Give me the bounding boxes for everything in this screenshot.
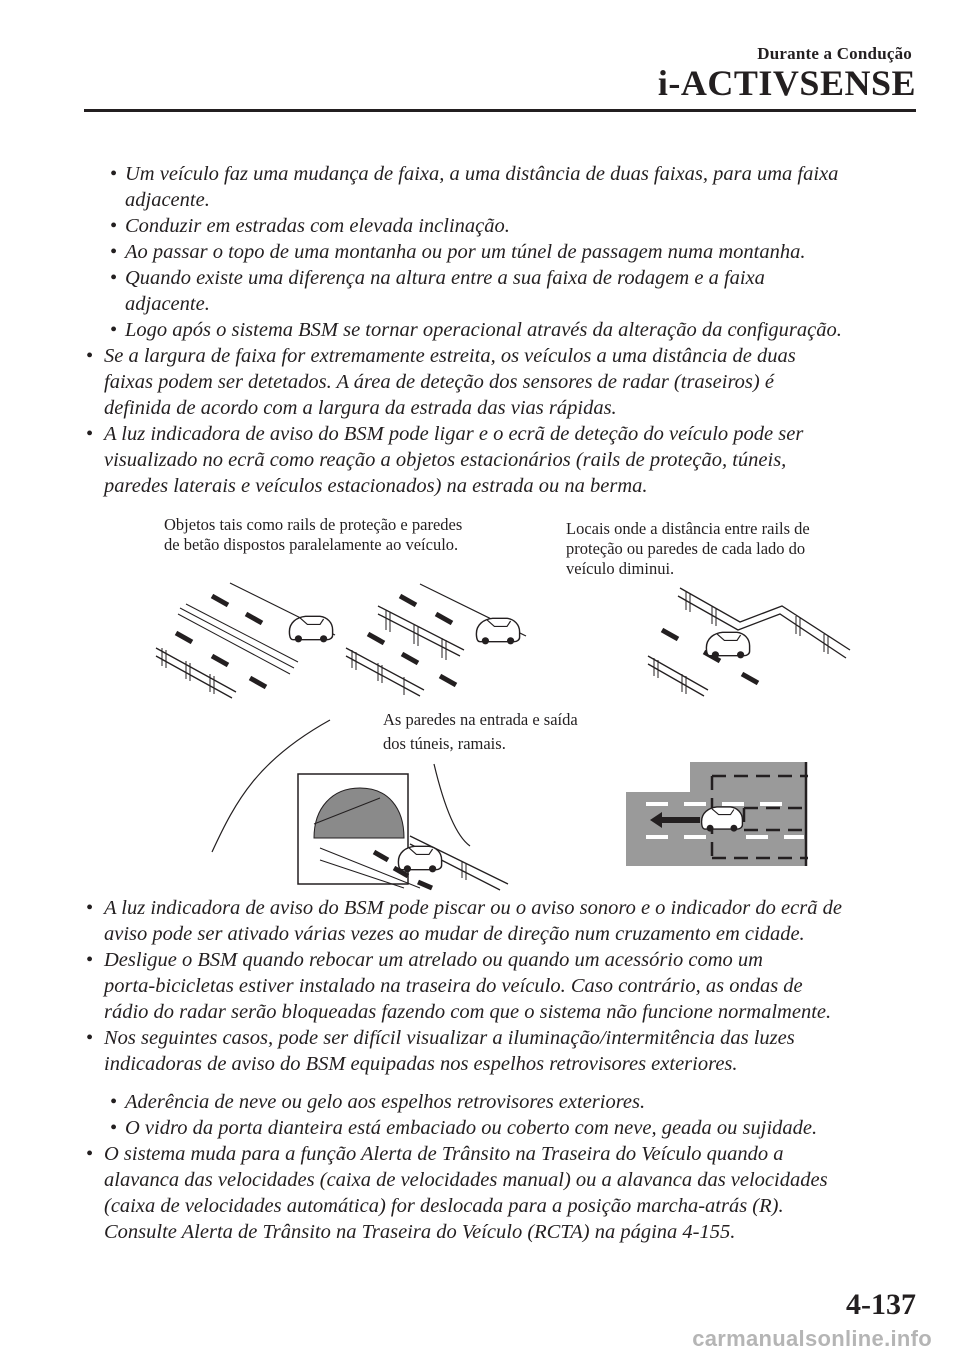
chapter-title: i-ACTIVSENSE bbox=[657, 63, 916, 103]
bullet-line: definida de acordo com a largura da estrada das vias rápidas. bbox=[104, 397, 617, 419]
bullet-line: porta-bicicletas estiver instalado na traseira do veículo. Caso contrário, as ondas de bbox=[104, 975, 803, 997]
double-guardrail-scene-illustration bbox=[346, 584, 526, 696]
bullet-dot: • bbox=[86, 423, 94, 445]
bullet-line: Aderência de neve ou gelo aos espelhos retrovisores exteriores. bbox=[125, 1091, 646, 1113]
bullet-line: A luz indicadora de aviso do BSM pode ligar e o ecrã de deteção do veículo pode ser bbox=[104, 423, 804, 445]
bullet-dot: • bbox=[110, 215, 118, 237]
watermark-text: carmanualsonline.info bbox=[692, 1326, 932, 1351]
bullet-line: aviso pode ser ativado várias vezes ao mudar de direção num cruzamento em cidade. bbox=[104, 923, 805, 945]
bullet-line: (caixa de velocidades automática) for deslocada para a posição marcha-atrás (R). bbox=[104, 1195, 784, 1217]
caption-line: As paredes na entrada e saída bbox=[383, 710, 578, 729]
bullet-dot: • bbox=[86, 345, 94, 367]
caption-line: veículo diminui. bbox=[566, 559, 675, 578]
bullet-dot: • bbox=[110, 163, 118, 185]
bullet-dot: • bbox=[110, 241, 118, 263]
bullet-line: Nos seguintes casos, pode ser difícil visualizar a iluminação/intermitência das luzes bbox=[104, 1027, 795, 1049]
bullet-line: Se a largura de faixa for extremamente estreita, os veículos a uma distância de duas bbox=[104, 345, 796, 367]
bullet-line: adjacente. bbox=[125, 293, 210, 315]
guardrail-scene-illustration bbox=[156, 583, 335, 698]
tunnel-scene-illustration bbox=[212, 720, 508, 890]
bullet-line: Um veículo faz uma mudança de faixa, a uma distância de duas faixas, para uma faixa bbox=[125, 163, 839, 185]
bullet-line: visualizado no ecrã como reação a objetos estacionários (rails de proteção, túneis, bbox=[104, 449, 787, 471]
section-heading: Durante a Condução bbox=[757, 44, 912, 63]
narrowing-road-scene-illustration bbox=[648, 588, 850, 696]
bullet-item bbox=[0, 1141, 960, 1245]
bullet-dot: • bbox=[110, 267, 118, 289]
caption-line: dos túneis, ramais. bbox=[383, 734, 506, 753]
bullet-line: faixas podem ser detetados. A área de deteção dos sensores de radar (traseiros) é bbox=[104, 371, 774, 393]
bullet-line: Desligue o BSM quando rebocar um atrelado ou quando um acessório como um bbox=[104, 949, 763, 971]
bullet-line: O vidro da porta dianteira está embaciado ou coberto com neve, geada ou sujidade. bbox=[125, 1117, 818, 1139]
bullet-line: Conduzir em estradas com elevada inclinação. bbox=[125, 215, 510, 237]
bullet-dot: • bbox=[86, 949, 94, 971]
bullet-line: paredes laterais e veículos estacionados) na estrada ou na berma. bbox=[104, 475, 648, 497]
caption-line: de betão dispostos paralelamente ao veículo. bbox=[164, 535, 459, 554]
bullet-dot: • bbox=[110, 1117, 118, 1139]
bullet-line: Consulte Alerta de Trânsito na Traseira do Veículo (RCTA) na página 4-155. bbox=[104, 1221, 736, 1243]
bullet-dot: • bbox=[86, 1143, 94, 1165]
detection-area-scene-illustration bbox=[626, 762, 808, 866]
bullet-line: alavanca das velocidades (caixa de velocidades manual) ou a alavanca das velocidades bbox=[104, 1169, 828, 1191]
caption-line: proteção ou paredes de cada lado do bbox=[566, 539, 806, 558]
bullet-line: indicadoras de aviso do BSM equipadas nos espelhos retrovisores exteriores. bbox=[104, 1053, 738, 1075]
page-number: 4-137 bbox=[846, 1288, 916, 1321]
bullet-item bbox=[0, 947, 960, 1025]
bullet-item bbox=[0, 895, 960, 947]
bullet-line: O sistema muda para a função Alerta de Trânsito na Traseira do Veículo quando a bbox=[104, 1143, 784, 1165]
bullet-line: adjacente. bbox=[125, 189, 210, 211]
bullet-dot: • bbox=[86, 897, 94, 919]
bullet-line: A luz indicadora de aviso do BSM pode piscar ou o aviso sonoro e o indicador do ecrã de bbox=[104, 897, 842, 919]
bullet-line: rádio do radar serão bloqueadas fazendo com que o sistema não funcione normalmente. bbox=[104, 1001, 832, 1023]
bullet-dot: • bbox=[110, 319, 118, 341]
bottom-bullet-list bbox=[0, 895, 960, 1245]
caption-line: Locais onde a distância entre rails de bbox=[566, 519, 810, 538]
bullet-line: Ao passar o topo de uma montanha ou por um túnel de passagem numa montanha. bbox=[125, 241, 806, 263]
bullet-dot: • bbox=[110, 1091, 118, 1113]
bullet-line: Logo após o sistema BSM se tornar operacional através da alteração da configuração. bbox=[125, 319, 842, 341]
bullet-item bbox=[0, 1025, 960, 1077]
caption-line: Objetos tais como rails de proteção e paredes bbox=[164, 515, 463, 534]
bullet-item bbox=[0, 1089, 960, 1115]
bullet-dot: • bbox=[86, 1027, 94, 1049]
bullet-line: Quando existe uma diferença na altura entre a sua faixa de rodagem e a faixa bbox=[125, 267, 765, 289]
bullet-item bbox=[0, 1115, 960, 1141]
